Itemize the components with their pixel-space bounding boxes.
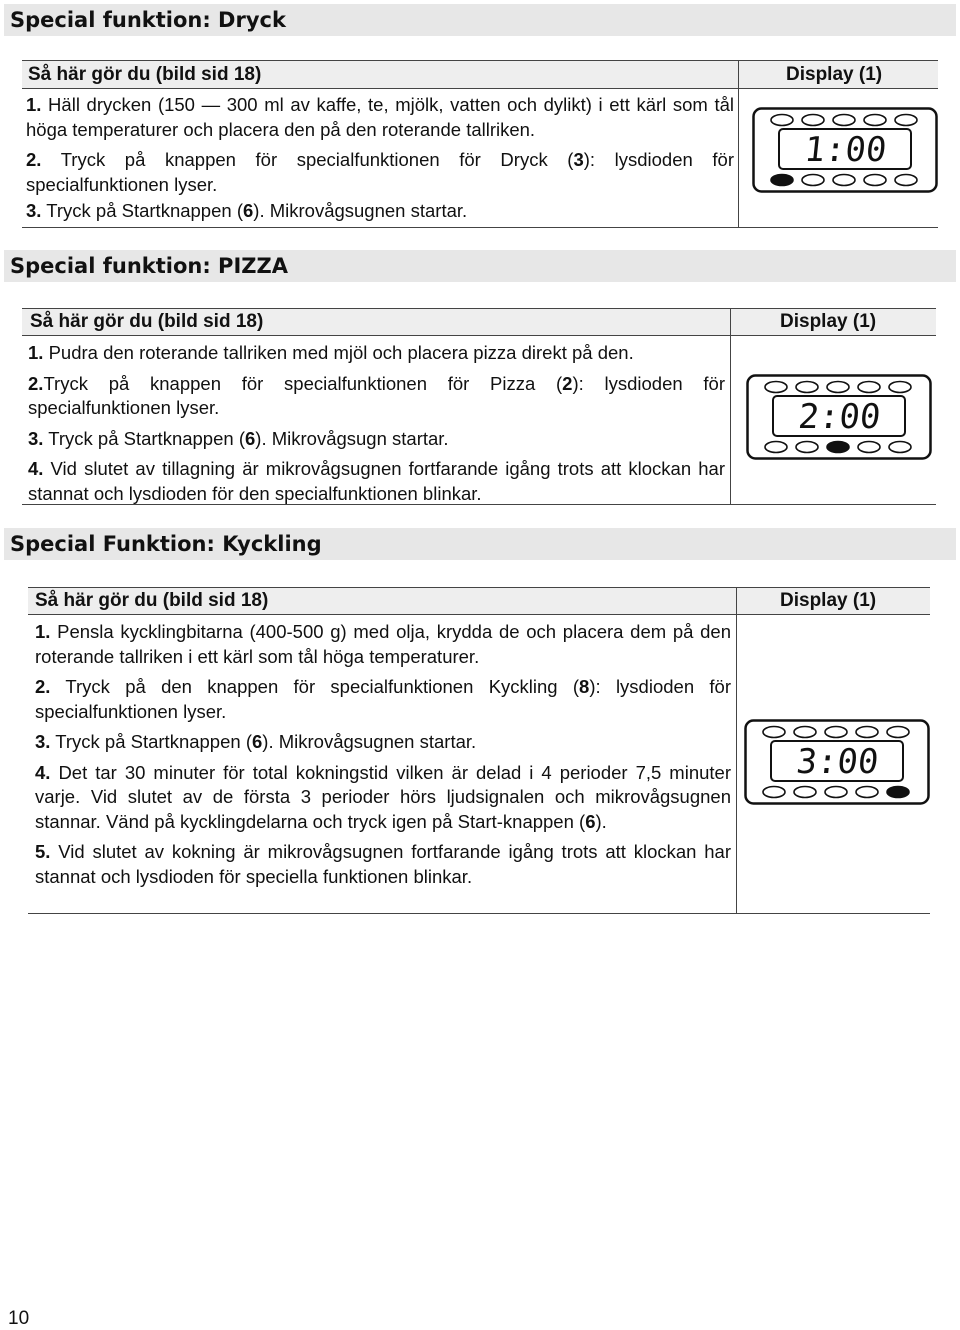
indicator-led [794,727,816,738]
function-led [833,175,855,186]
step-item: 4. Vid slutet av tillagning är mikrovågsugnen fortfarande igång trots att klockan har stannat och lysdioden för den specialfunktionen blinkar. [28,458,725,504]
indicator-led [887,727,909,738]
function-led [864,175,886,186]
page-number: 10 [8,1308,30,1329]
step-item: 1. Pensla kycklingbitarna (400-500 g) med olja, krydda de och placera dem på den roterande tallriken i ett kärl som tål höga temperaturer. [35,621,731,667]
indicator-led [895,115,917,126]
steps-list [35,620,731,889]
function-led [802,175,824,186]
header-instructions-label: Så här gör du (bild sid 18) [35,590,269,611]
function-led [889,442,911,453]
step-item: 3. Tryck på Startknappen (6). Mikrovågsugnen startar. [26,200,468,221]
indicator-led [827,382,849,393]
section-title-kyckling: Special Funktion: Kyckling [4,528,956,560]
function-led [765,442,787,453]
section-title-pizza: Special funktion: PIZZA [4,250,956,282]
function-led [858,442,880,453]
instructions-table-dryck [22,60,938,228]
steps-list [28,341,725,506]
step-item: 4. Det tar 30 minuter för total kokningstid vilken är delad i 4 perioder 7,5 minuter varje. Vid slutet av de första 3 perioder hörs ljudsignalen och mikrovågsugnen stannar. Vänd på kycklingdelarna och tryck igen på Start-knappen (6). [35,761,731,832]
display-panel [746,374,932,465]
indicator-led [763,727,785,738]
section-title-dryck: Special funktion: Dryck [4,4,956,36]
step-item: 1. Häll drycken (150 — 300 ml av kaffe, te, mjölk, vatten och dylikt) i ett kärl som tål höga temperaturer och placera den på den roterande tallriken. [26,94,734,140]
function-led-active [887,787,909,798]
table-header [22,60,938,89]
indicator-led [856,727,878,738]
function-led [796,442,818,453]
step-item: 2.Tryck på knappen för specialfunktionen för Pizza (2): lysdioden för specialfunktionen lyser. [28,372,725,418]
display-time: 3:00 [794,742,881,782]
function-led [856,787,878,798]
indicator-led [833,115,855,126]
instructions-table-kyckling [28,587,930,914]
microwave-display [752,107,938,193]
indicator-led [765,382,787,393]
microwave-display [746,374,932,460]
steps-list [26,93,734,224]
table-header [28,587,930,615]
display-time: 2:00 [796,397,883,437]
header-display-label: Display (1) [780,311,877,332]
header-display-label: Display (1) [786,63,883,85]
indicator-led [889,382,911,393]
table-header [22,308,936,336]
step-item: 2. Tryck på den knappen för specialfunktionen Kyckling (8): lysdioden för specialfunktionen lyser. [35,676,731,722]
function-led [763,787,785,798]
step-item: 1. Pudra den roterande tallriken med mjöl och placera pizza direkt på den. [28,342,634,363]
function-led [825,787,847,798]
indicator-led [771,115,793,126]
indicator-led [858,382,880,393]
indicator-led [825,727,847,738]
function-led-active [827,442,849,453]
header-instructions-label: Så här gör du (bild sid 18) [30,311,264,332]
instructions-table-pizza [22,308,936,505]
display-panel [752,107,938,198]
indicator-led [802,115,824,126]
step-item: 3. Tryck på Startknappen (6). Mikrovågsugn startar. [28,427,449,449]
function-led [794,787,816,798]
step-item: 3. Tryck på Startknappen (6). Mikrovågsugnen startar. [35,731,477,752]
step-item: 2. Tryck på knappen för specialfunktionen för Dryck (3): lysdioden för specialfunktionen lyser. [26,149,734,195]
function-led-active [771,175,793,186]
function-led [895,175,917,186]
indicator-led [796,382,818,393]
header-display-label: Display (1) [780,590,877,611]
microwave-display [744,719,930,805]
step-item: 5. Vid slutet av kokning är mikrovågsugnen fortfarande igång trots att klockan har stannat och lysdioden för speciella funktionen blinkar. [35,841,731,887]
display-time: 1:00 [802,130,889,170]
indicator-led [864,115,886,126]
display-panel [744,719,930,810]
header-instructions-label: Så här gör du (bild sid 18) [28,63,262,85]
